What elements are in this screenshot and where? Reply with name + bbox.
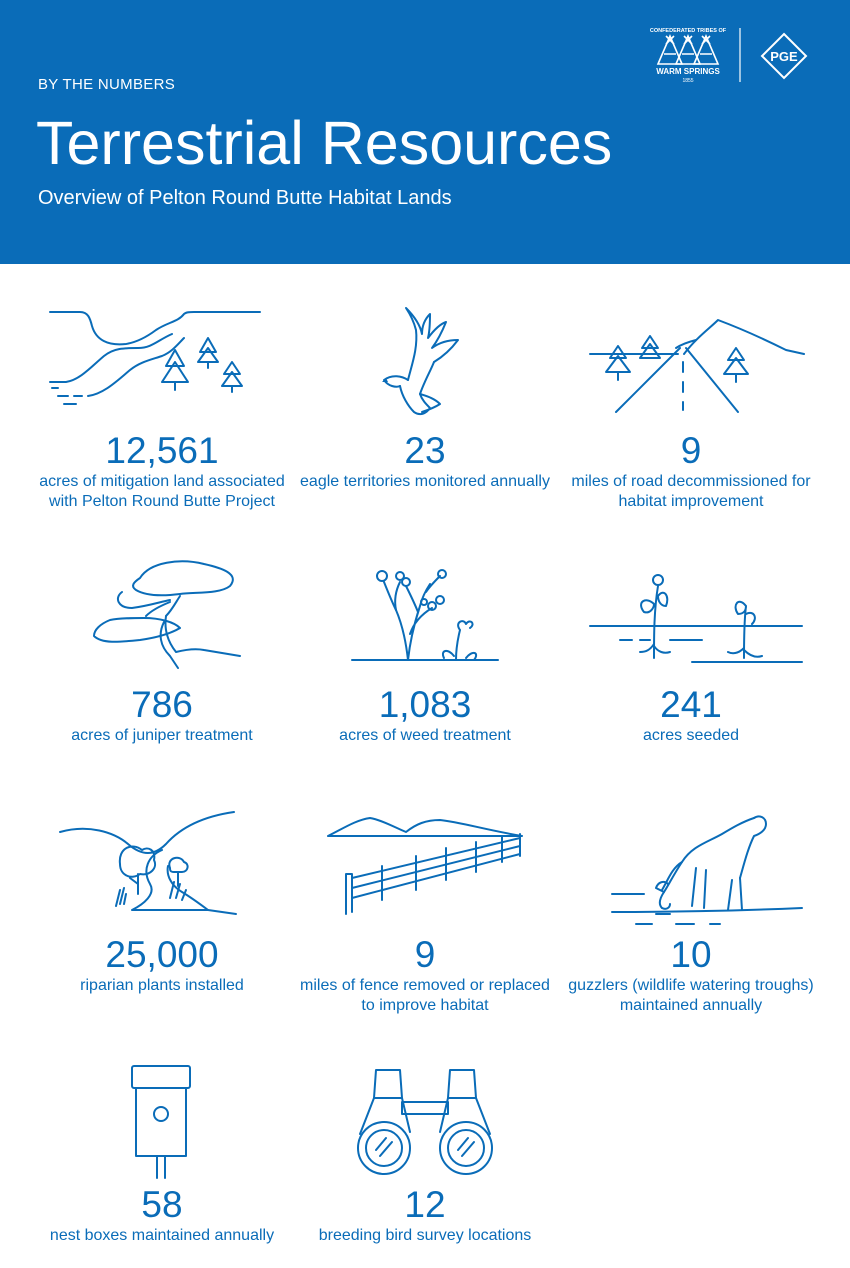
- stat-caption: acres of weed treatment: [339, 727, 511, 744]
- stat-juniper-treatment: [37, 684, 287, 746]
- svg-text:CONFEDERATED TRIBES OF: CONFEDERATED TRIBES OF: [649, 28, 727, 34]
- stat-riparian-plants: [37, 934, 287, 996]
- svg-text:WARM SPRINGS: WARM SPRINGS: [656, 67, 720, 76]
- stat-caption: riparian plants installed: [80, 977, 244, 994]
- stat-value: 9: [680, 430, 702, 471]
- stat-nest-boxes: [37, 1184, 287, 1246]
- stat-caption: acres seeded: [642, 727, 740, 744]
- stat-caption: nest boxes maintained annually: [49, 1227, 275, 1244]
- stat-bird-survey: [300, 1184, 550, 1246]
- stat-value: 9: [414, 934, 436, 975]
- svg-text:PGE: PGE: [770, 49, 798, 64]
- stat-value: 12: [404, 1184, 446, 1225]
- stat-value: 25,000: [105, 934, 219, 975]
- seedling-icon: [588, 566, 804, 668]
- stat-caption: eagle territories monitored annually: [300, 473, 550, 490]
- stat-road-decommissioned: [566, 430, 816, 511]
- eyebrow-label: BY THE NUMBERS: [38, 76, 176, 93]
- stat-value: 12,561: [105, 430, 219, 471]
- deer-drinking-icon: [610, 812, 806, 930]
- stat-value: 10: [670, 934, 712, 975]
- stat-caption: acres of juniper treatment: [71, 727, 253, 744]
- svg-text:1855: 1855: [682, 78, 694, 84]
- warm-springs-logo: [650, 28, 727, 84]
- river-canyon-icon: [48, 300, 262, 412]
- juniper-tree-icon: [80, 556, 246, 670]
- stat-value: 241: [660, 684, 722, 725]
- weed-icon: [348, 562, 500, 666]
- eagle-icon: [378, 304, 468, 420]
- stat-weed-treatment: [300, 684, 550, 746]
- stat-caption: miles of road decommissioned for habitat improvement: [571, 473, 811, 510]
- stat-eagle-territories: [300, 430, 550, 492]
- binoculars-icon: [352, 1062, 498, 1178]
- partner-logos: [648, 24, 818, 88]
- stat-mitigation-land: [37, 430, 287, 511]
- pge-logo: [762, 34, 806, 78]
- stat-caption: guzzlers (wildlife watering troughs) maintained annually: [568, 977, 814, 1014]
- header-banner: [0, 0, 850, 264]
- stat-caption: breeding bird survey locations: [318, 1227, 532, 1244]
- stat-value: 786: [131, 684, 193, 725]
- riparian-landscape-icon: [58, 810, 238, 918]
- stat-caption: acres of mitigation land associated with Pelton Round Butte Project: [39, 473, 285, 510]
- stat-value: 58: [141, 1184, 183, 1225]
- stat-acres-seeded: [566, 684, 816, 746]
- page-title: Terrestrial Resources: [36, 109, 613, 177]
- stat-caption: miles of fence removed or replaced to improve habitat: [300, 977, 550, 1014]
- road-icon: [588, 316, 810, 414]
- stat-guzzlers: [566, 934, 816, 1015]
- fence-icon: [326, 814, 532, 916]
- stat-value: 23: [404, 430, 446, 471]
- page-subtitle: Overview of Pelton Round Butte Habitat Lands: [38, 187, 452, 209]
- stat-fence-miles: [300, 934, 550, 1015]
- stat-value: 1,083: [378, 684, 472, 725]
- nest-box-icon: [130, 1062, 194, 1180]
